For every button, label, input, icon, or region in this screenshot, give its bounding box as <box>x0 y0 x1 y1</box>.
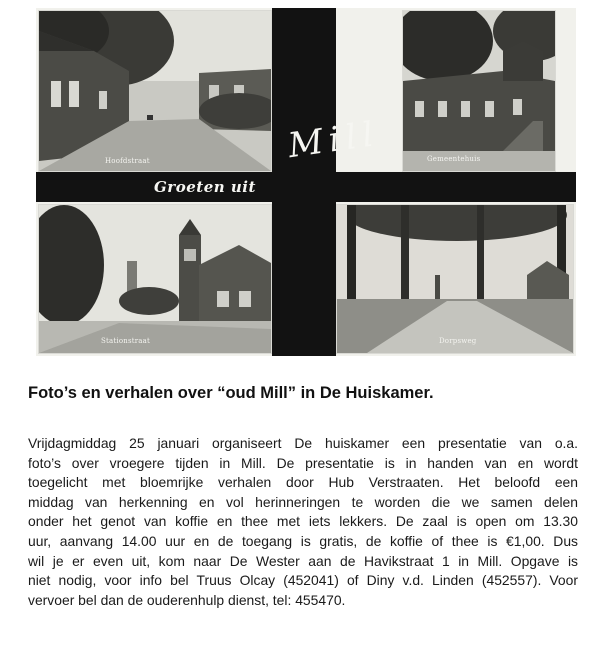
article-line: wil je er even uit, kom naar De Wester aan de Havikstraat 1 in Mill. Opgave is <box>28 552 578 569</box>
article-line: toegelicht met bloemrijke verhalen door Hub Verstraaten. Het beloofd een <box>28 474 578 491</box>
article-line: foto’s over vroegere tijden in Mill. De presentatie is in handen van en wordt <box>28 454 578 471</box>
article-line: niet nodig, voor info bel Truus Olcay (452041) of Diny v.d. Linden (452557). Voor <box>28 572 578 589</box>
postcard-greeting: Groeten uit <box>154 178 256 196</box>
townhall-photo-icon <box>403 11 555 171</box>
article-line: uur, aanvang 14.00 uur en de toegang is gratis, de koffie of thee is €1,00. Dus <box>28 532 578 549</box>
photo-dorpsweg <box>336 204 574 354</box>
article-body <box>28 434 578 610</box>
postcard-title: Mill <box>285 113 382 167</box>
photo-gemeentehuis <box>402 10 556 172</box>
photo-stationstraat <box>38 204 272 354</box>
photo-hoofdstraat <box>38 10 272 172</box>
article-heading: Foto’s en verhalen over “oud Mill” in De Huiskamer. <box>28 384 434 402</box>
article-line: middag van herkenning en vol herinneringen te worden die we samen delen <box>28 493 578 510</box>
cross-horizontal-band <box>36 172 576 202</box>
church-photo-icon <box>39 205 271 353</box>
street-photo-icon <box>39 11 271 171</box>
country-road-photo-icon <box>337 205 573 353</box>
postcard-image <box>36 8 576 356</box>
caption-hoofdstraat: Hoofdstraat <box>105 157 150 165</box>
article-line: vervoer bel dan de ouderenhulp dienst, tel: 455470. <box>28 591 346 608</box>
article-line: Vrijdagmiddag 25 januari organiseert De huiskamer een presentatie van o.a. <box>28 435 578 451</box>
caption-dorpsweg: Dorpsweg <box>439 337 477 345</box>
caption-stationstraat: Stationstraat <box>101 337 151 345</box>
article-line: onder het genot van koffie en thee met iets lekkers. De zaal is open om 13.30 <box>28 513 578 530</box>
caption-gemeentehuis: Gemeentehuis <box>427 155 481 163</box>
